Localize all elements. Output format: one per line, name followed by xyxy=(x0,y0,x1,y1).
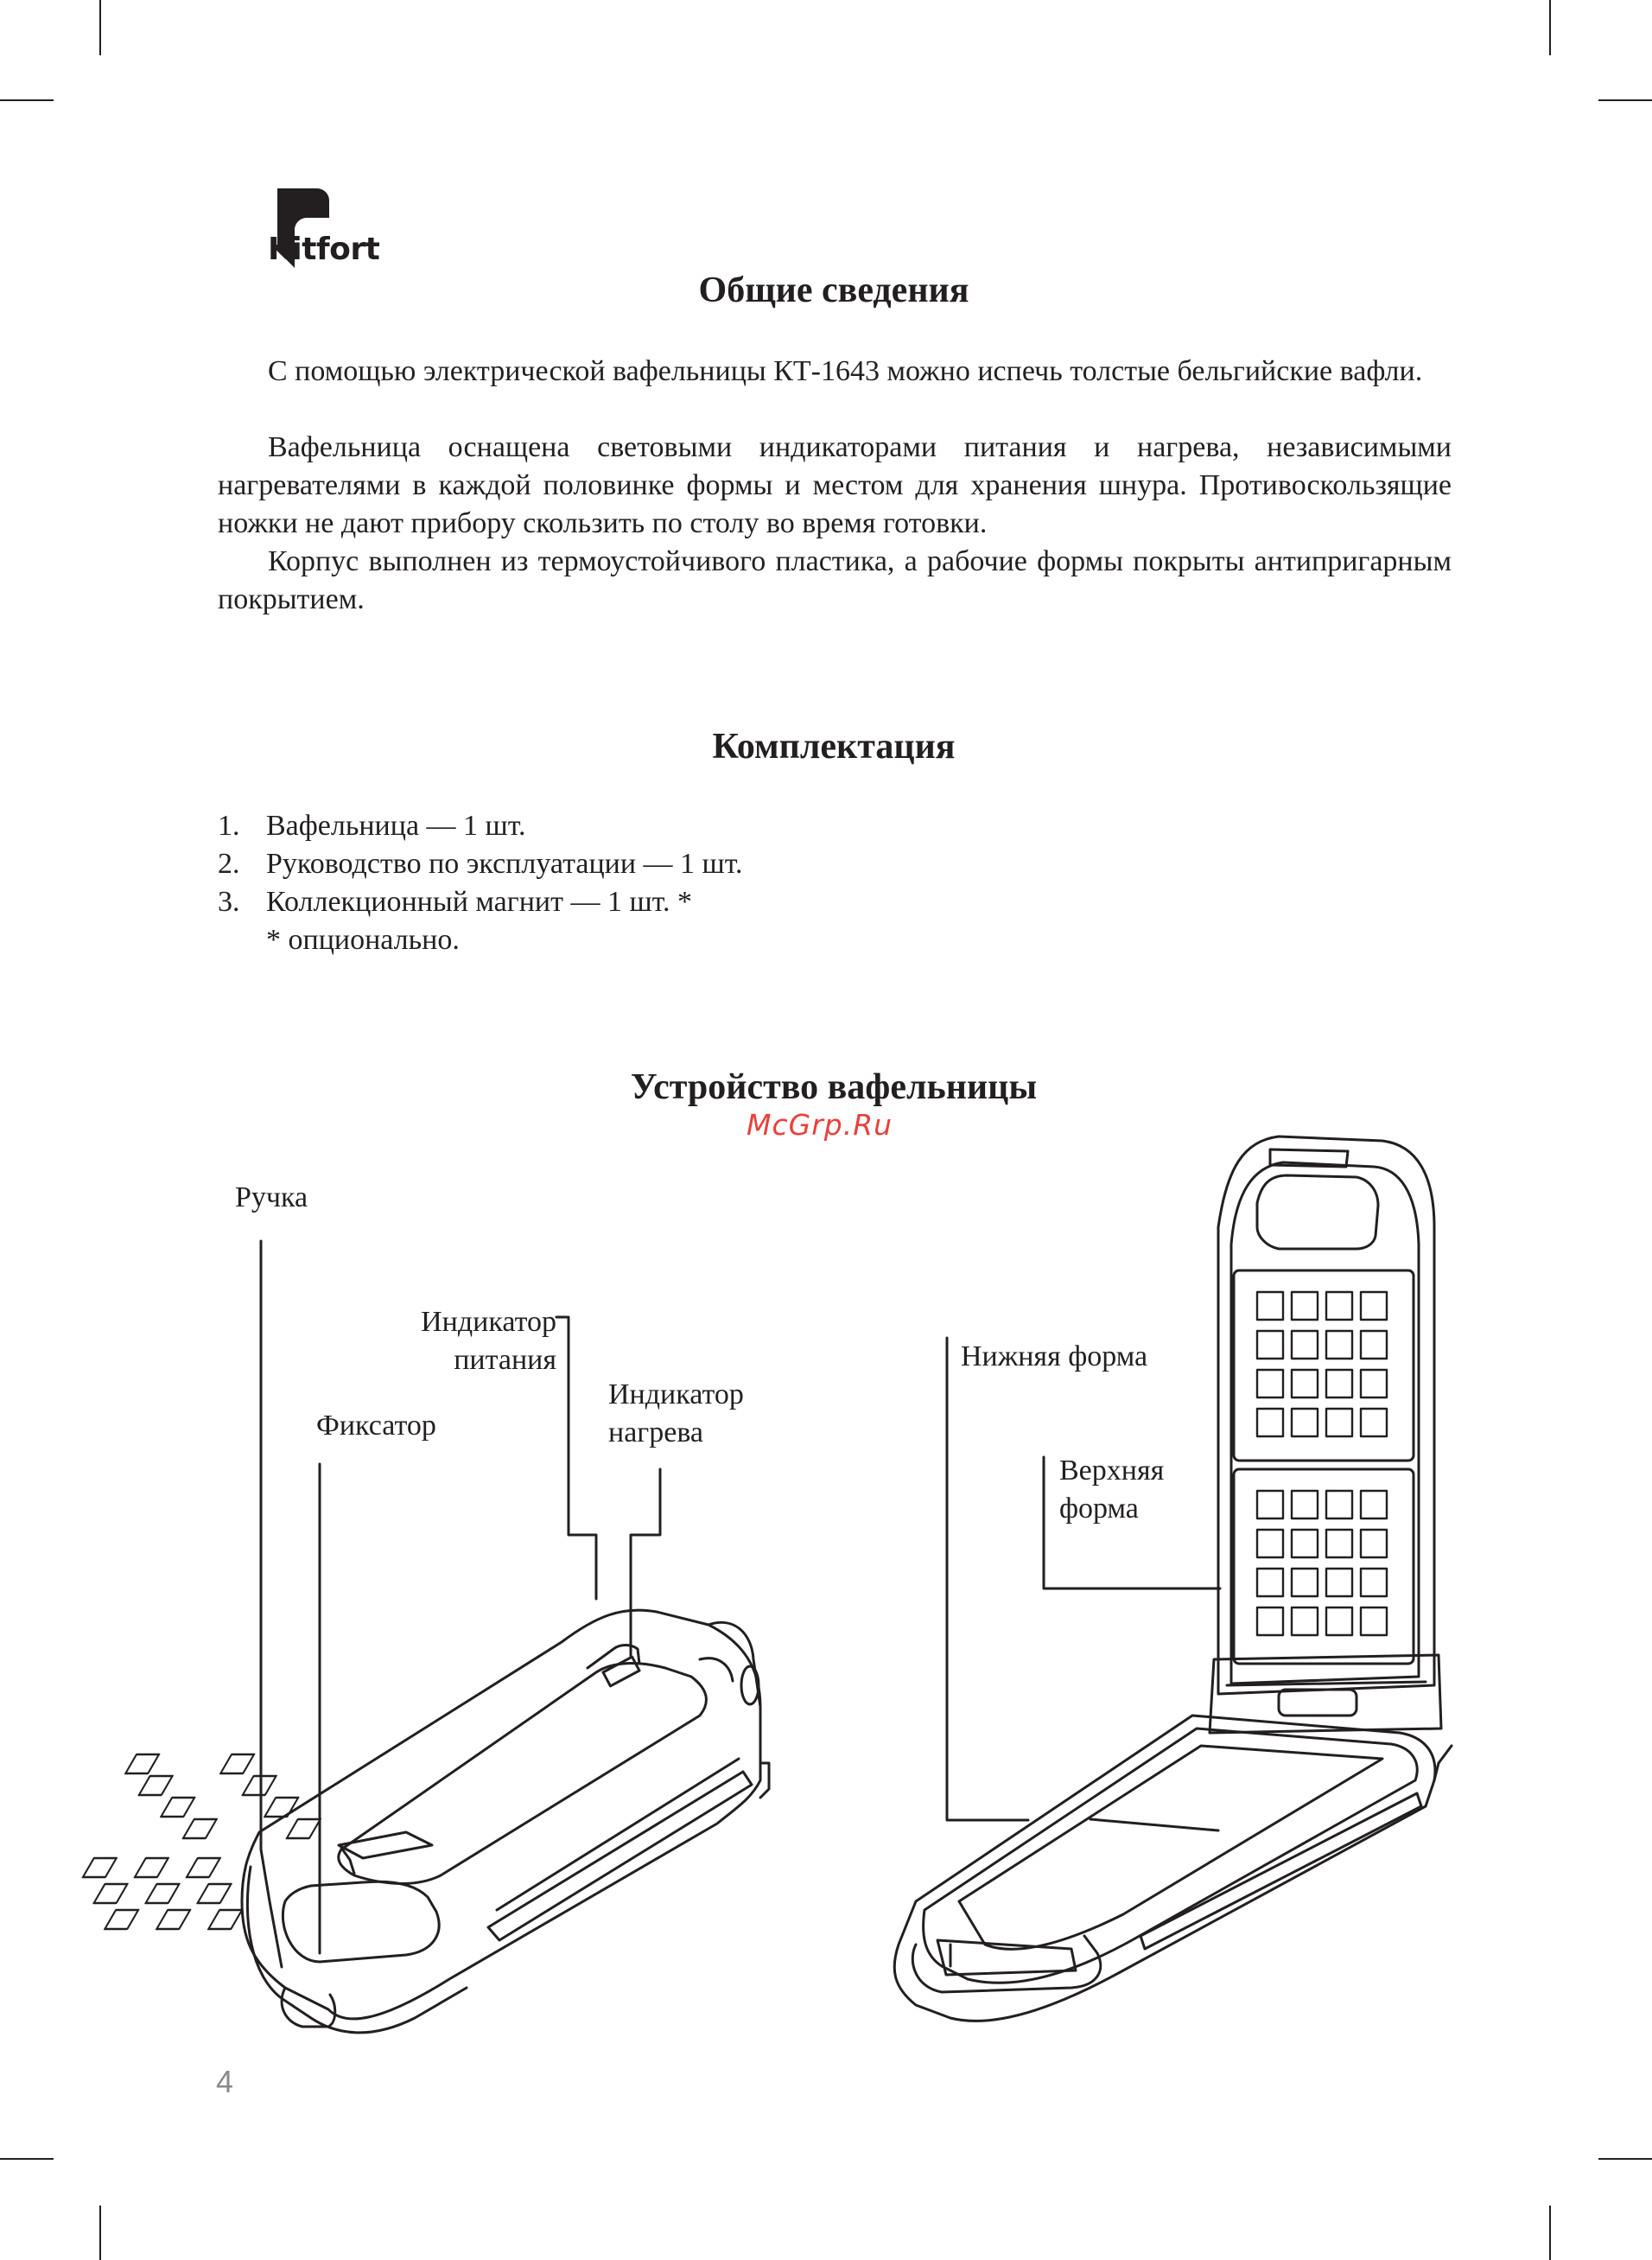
label-upper-plate-line1: Верхняя xyxy=(1059,1455,1165,1487)
list-item: 2. Руководство по эксплуатации — 1 шт. xyxy=(218,848,743,880)
paragraph-materials: Корпус выполнен из термоустойчивого пластика, а рабочие формы покрыты антипригарным покрытием. xyxy=(218,545,1452,615)
label-latch: Фиксатор xyxy=(316,1410,436,1442)
label-heat-indicator-line1: Индикатор xyxy=(608,1378,744,1410)
leader-handle xyxy=(261,1241,282,1967)
label-lower-plate: Нижняя форма xyxy=(961,1340,1148,1372)
label-power-indicator-line1: Индикатор xyxy=(421,1306,556,1338)
leader-lower-plate xyxy=(947,1338,1028,1820)
paragraph-intro: С помощью электрической вафельницы КТ-1643 можно испечь толстые бельгийские вафли. xyxy=(268,355,1423,387)
page-number: 4 xyxy=(216,2064,234,2099)
leader-heat xyxy=(631,1469,660,1656)
section-title-contents: Комплектация xyxy=(712,727,956,767)
label-upper-plate-line2: форма xyxy=(1059,1493,1139,1525)
label-handle: Ручка xyxy=(235,1181,308,1213)
label-heat-indicator-line2: нагрева xyxy=(608,1416,704,1448)
watermark: McGrp.Ru xyxy=(747,1108,893,1142)
leader-power xyxy=(556,1317,596,1599)
section-title-general: Общие сведения xyxy=(698,271,969,310)
section-title-device: Устройство вафельницы xyxy=(630,1067,1038,1107)
list-item: 3. Коллекционный магнит — 1 шт. * xyxy=(218,886,692,918)
list-item: 1. Вафельница — 1 шт. xyxy=(218,810,526,842)
open-waffle-maker xyxy=(83,1136,1452,2021)
brand-name: Kitfort xyxy=(268,232,380,267)
paragraph-features: Вафельница оснащена световыми индикаторами питания и нагрева, независимыми нагревателями в каждой половинке формы и местом для хранения шнура. Противоскользящие ножки не дают прибору скользить по столу во время готовки. xyxy=(218,431,1452,539)
optional-note: * опционально. xyxy=(266,924,460,956)
label-power-indicator-line2: питания xyxy=(454,1344,556,1376)
